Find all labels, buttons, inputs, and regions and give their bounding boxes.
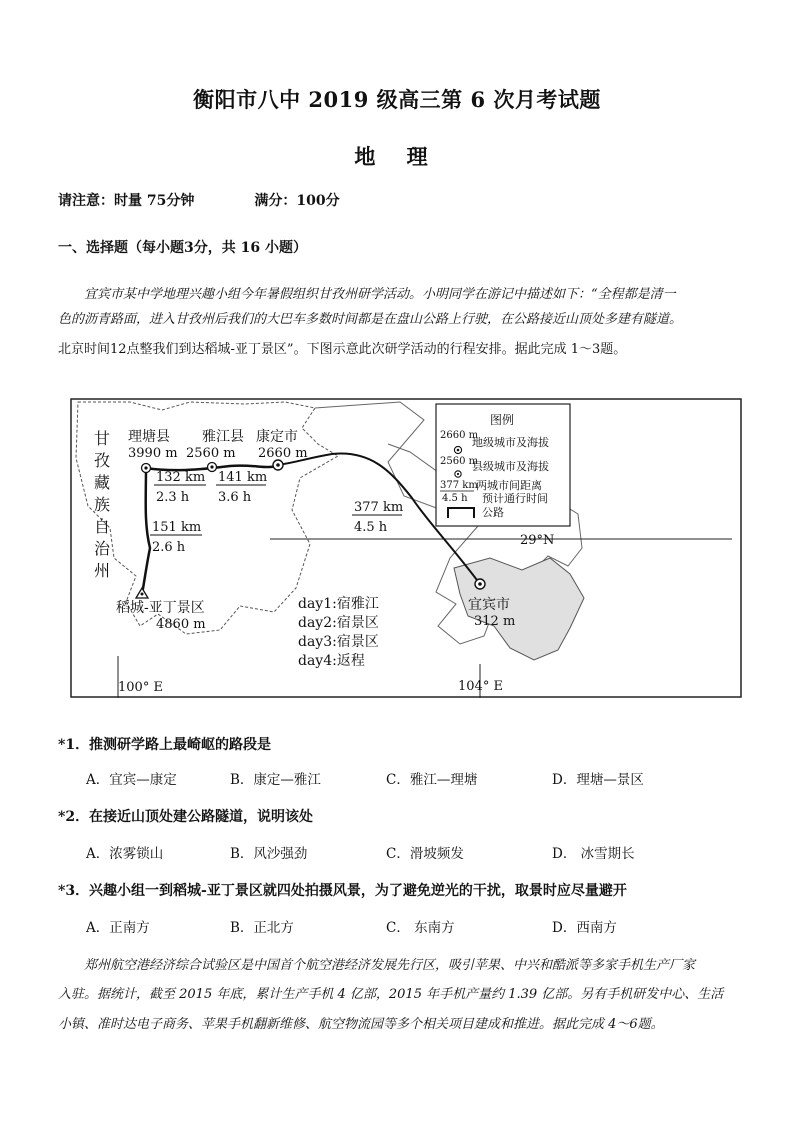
subject-title: 地 理 (354, 144, 440, 169)
legend-text: 预计通行时间 (482, 492, 548, 505)
map-legend (436, 404, 570, 526)
city-yajiang-name: 雅江县 (202, 429, 244, 445)
legend-text: 两城市间距离 (476, 479, 542, 492)
option-d[interactable]: D．西南方 (552, 920, 617, 936)
passage-line: 入驻。据统计，截至 2015 年底，累计生产手机 4 亿部，2015 年手机产量约 1.39 亿部。另有手机研发中心、生活 (58, 987, 724, 1002)
question-2-stem: *2．在接近山顶处建公路隧道，说明该处 (58, 809, 314, 825)
route-map (70, 398, 742, 698)
option-b[interactable]: B．正北方 (230, 920, 294, 936)
legend-text: 县级城市及海拔 (472, 460, 549, 473)
question-2-options (86, 842, 746, 862)
legend-sample: 2560 m (440, 456, 479, 467)
legend-text: 公路 (482, 506, 504, 519)
city-kangding-alt: 2660 m (258, 446, 308, 461)
seg-yajiang-kangding-time: 3.6 h (218, 490, 252, 505)
passage-line: 北京时间12点整我们到达稻城-亚丁景区”。下图示意此次研学活动的行程安排。据此完成 1～3题。 (58, 342, 627, 357)
option-a[interactable]: A．宜宾—康定 (86, 772, 177, 788)
option-a[interactable]: A．浓雾锁山 (86, 846, 164, 862)
passage-line: 宜宾市某中学地理兴趣小组今年暑假组织甘孜州研学活动。小明同学在游记中描述如下：“全程都是清一 (84, 287, 676, 302)
region-char: 治 (94, 539, 111, 558)
seg-litang-yajiang-time: 2.3 h (156, 490, 190, 505)
option-b[interactable]: B．风沙强劲 (230, 846, 308, 862)
city-yibin-marker (475, 579, 485, 589)
option-b[interactable]: B．康定—雅江 (230, 772, 321, 788)
city-litang-alt: 3990 m (128, 446, 178, 461)
option-c[interactable]: C．雅江—理塘 (386, 772, 478, 788)
question-3-options (86, 916, 746, 936)
question-1-options (86, 768, 746, 788)
full-score: 满分：100分 (254, 193, 340, 209)
time-limit: 请注意：时量 75分钟 (58, 193, 195, 209)
legend-sample: 2660 m (440, 430, 479, 441)
option-c[interactable]: C． 东南方 (386, 920, 455, 936)
passage-line: 色的沥青路面，进入甘孜州后我们的大巴车多数时间都是在盘山公路上行驶，在公路接近山顶处多建有隧道。 (58, 312, 683, 327)
city-yibin-name: 宜宾市 (468, 597, 510, 613)
region-char: 州 (94, 561, 111, 580)
seg-litang-yajiang-dist: 132 km (156, 470, 206, 485)
city-yibin-alt: 312 m (474, 614, 516, 629)
city-yajiang-marker (208, 463, 217, 472)
region-char: 甘 (94, 429, 111, 448)
city-daocheng-name: 稻城-亚丁景区 (116, 600, 205, 616)
latitude-label: 29°N (520, 533, 555, 548)
seg-litang-daocheng-time: 2.6 h (152, 540, 186, 555)
legend-text: 地级城市及海拔 (472, 436, 549, 449)
seg-kangding-yibin-time: 4.5 h (354, 520, 388, 535)
city-litang-name: 理塘县 (128, 429, 170, 445)
city-litang-marker (142, 464, 151, 473)
city-yajiang-alt: 2560 m (186, 446, 236, 461)
question-1-stem: *1．推测研学路上最崎岖的路段是 (58, 737, 272, 753)
itinerary-day: day1:宿雅江 (298, 596, 379, 612)
region-char: 自 (94, 517, 111, 536)
seg-yajiang-kangding-dist: 141 km (218, 470, 268, 485)
city-kangding-name: 康定市 (256, 429, 298, 445)
passage-line: 郑州航空港经济综合试验区是中国首个航空港经济发展先行区，吸引苹果、中兴和酷派等多家手机生产厂家 (84, 958, 696, 973)
exam-title: 衡阳市八中 2019 级高三第 6 次月考试题 (193, 87, 601, 112)
longitude-label-104: 104° E (458, 679, 503, 694)
longitude-label-100: 100° E (118, 680, 163, 695)
exam-notice (58, 190, 340, 210)
region-char: 孜 (94, 451, 111, 470)
itinerary-day: day4:返程 (298, 653, 365, 669)
seg-kangding-yibin-dist: 377 km (354, 500, 404, 515)
itinerary-day: day2:宿景区 (298, 615, 379, 631)
route-map-figure (70, 398, 742, 698)
option-a[interactable]: A．正南方 (86, 920, 150, 936)
option-d[interactable]: D． 冰雪期长 (552, 846, 635, 862)
legend-title: 图例 (490, 413, 515, 427)
seg-litang-daocheng-dist: 151 km (152, 520, 202, 535)
region-char: 藏 (94, 473, 111, 492)
legend-sample: 4.5 h (442, 493, 468, 504)
itinerary-day: day3:宿景区 (298, 634, 379, 650)
section-heading: 一、选择题（每小题3分，共 16 小题） (58, 240, 307, 256)
passage-2 (58, 954, 748, 1034)
option-c[interactable]: C．滑坡频发 (386, 846, 464, 862)
passage-1 (58, 283, 748, 363)
region-char: 族 (94, 495, 111, 514)
city-daocheng-alt: 4860 m (156, 617, 206, 632)
city-kangding-marker (273, 460, 283, 470)
legend-sample: 377 km (440, 480, 478, 491)
passage-line: 小镇、准时达电子商务、苹果手机翻新维修、航空物流园等多个相关项目建成和推进。据此完成 4～6题。 (58, 1017, 664, 1032)
question-3-stem: *3．兴趣小组一到稻城-亚丁景区就四处拍摄风景，为了避免逆光的干扰，取景时应尽量避开 (58, 883, 627, 899)
option-d[interactable]: D．理塘—景区 (552, 772, 644, 788)
region-label (94, 429, 111, 580)
